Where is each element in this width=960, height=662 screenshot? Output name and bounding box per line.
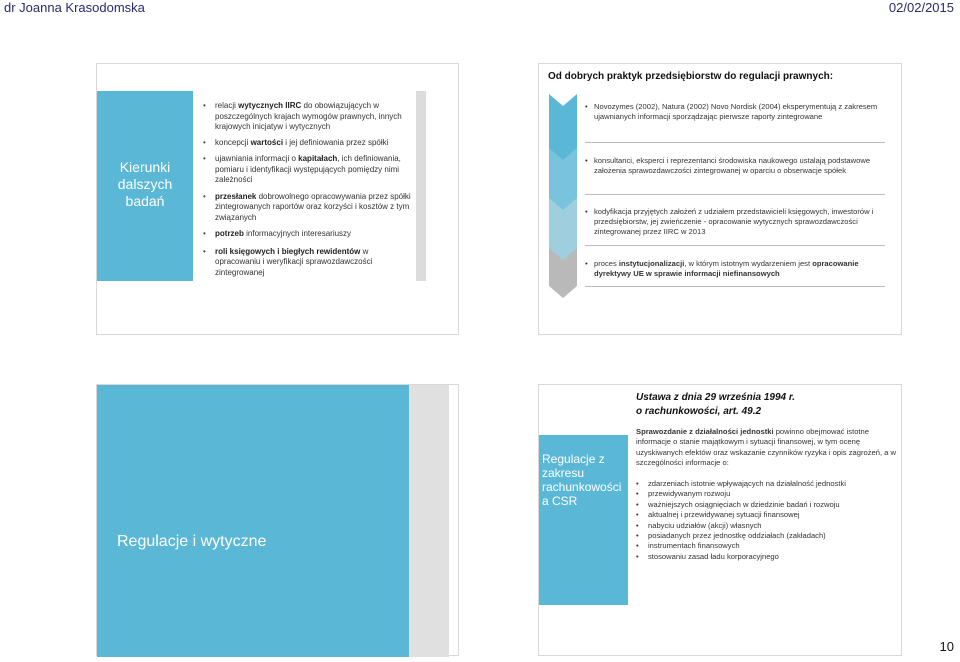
list-item: • potrzeb informacyjnych interesariuszy bbox=[201, 229, 413, 240]
list-item: • instrumentach finansowych bbox=[636, 541, 898, 551]
list-item: • koncepcji wartości i jej definiowania przez spółki bbox=[201, 138, 413, 149]
step-text-1: • Novozymes (2002), Natura (2002) Novo Nordisk (2004) eksperymentują z zakresem ujawnianych informacji sporządzając pierwsze raporty zintegrowane bbox=[585, 102, 878, 121]
list-item: • zdarzeniach istotnie wpływających na działalność jednostki bbox=[636, 479, 898, 489]
list-item: • stosowaniu zasad ładu korporacyjnego bbox=[636, 552, 898, 562]
list-item: • relacji wytycznych IIRC do obowiązujących w poszczególnych krajach wymogów prawnych, innych krajowych inicjatyw i wytycznych bbox=[201, 101, 413, 133]
list-item: • ujawniania informacji o kapitałach, ich definiowania, pomiaru i identyfikacji występujących pomiędzy nimi zależności bbox=[201, 154, 413, 186]
slide-title: Od dobrych praktyk przedsiębiorstw do regulacji prawnych: bbox=[548, 71, 834, 82]
chevron-step-4 bbox=[549, 248, 577, 298]
shade-strip bbox=[409, 385, 449, 657]
divider bbox=[585, 194, 885, 195]
list-item: • przewidywanym rozwoju bbox=[636, 489, 898, 499]
research-list bbox=[201, 101, 413, 278]
section-title: Regulacje i wytyczne bbox=[117, 533, 267, 550]
sidebar-label: Kierunki dalszych badań bbox=[117, 159, 173, 209]
page-number: 10 bbox=[939, 639, 954, 654]
intro-paragraph: Sprawozdanie z działalności jednostki powinno obejmować istotne informacje o stanie majątkowym i sytuacji finansowej, w tym ocenę uzyskiwanych efektów oraz wskazanie czynników ryzyka i opis zagrożeń, a w szczególności informacje o: bbox=[636, 427, 896, 468]
author-name: dr Joanna Krasodomska bbox=[4, 0, 145, 15]
header-date: 02/02/2015 bbox=[888, 0, 954, 15]
list-item: • ważniejszych osiągnięciach w dziedzinie badań i rozwoju bbox=[636, 500, 898, 510]
list-item: • przesłanek dobrowolnego opracowywania przez spółki zintegrowanych raportów oraz korzyści i kosztów z tym związanych bbox=[201, 192, 413, 224]
slide-accounting-regulations bbox=[538, 384, 902, 656]
slide-research-directions bbox=[96, 63, 459, 335]
sidebar-label: Regulacje z zakresu rachunkowości a CSR bbox=[542, 452, 622, 508]
slide-title bbox=[636, 391, 795, 419]
divider bbox=[585, 245, 885, 246]
step-text-4: • proces instytucjonalizacji, w którym istotnym wydarzeniem jest opracowanie dyrektywy UE w sprawie informacji niefinansowych bbox=[585, 259, 859, 278]
list-item: • roli księgowych i biegłych rewidentów w opracowaniu i weryfikacji sprawozdawczości zintegrowanej bbox=[201, 247, 413, 279]
divider bbox=[585, 286, 885, 287]
step-text-2: • konsultanci, eksperci i reprezentanci środowiska naukowego ustalają podstawowe założenia sprawozdawczości zintegrowanej w oparciu o obserwacje spółek bbox=[585, 156, 871, 175]
title-line: o rachunkowości, art. 49.2 bbox=[636, 406, 762, 417]
shade-strip bbox=[416, 91, 426, 281]
list-item: • nabyciu udziałów (akcji) własnych bbox=[636, 521, 898, 531]
list-item: • posiadanych przez jednostkę oddziałach (zakładach) bbox=[636, 531, 898, 541]
title-line: Ustawa z dnia 29 września 1994 r. bbox=[636, 392, 795, 403]
disclosure-list bbox=[636, 479, 898, 562]
step-text-3: • kodyfikacja przyjętych założeń z udziałem przedstawicieli księgowych, inwestorów i przedsiębiorstw, jej zwieńczenie - opracowanie wytycznych sprawozdawczości zintegrowanej przez IIRC w 2013 bbox=[585, 207, 874, 236]
title-band bbox=[97, 385, 409, 657]
list-item: • aktualnej i przewidywanej sytuacji finansowej bbox=[636, 510, 898, 520]
chevron-shape bbox=[549, 248, 577, 298]
divider bbox=[585, 142, 885, 143]
slide-section-title bbox=[96, 384, 459, 656]
slide-good-practices bbox=[538, 63, 902, 335]
